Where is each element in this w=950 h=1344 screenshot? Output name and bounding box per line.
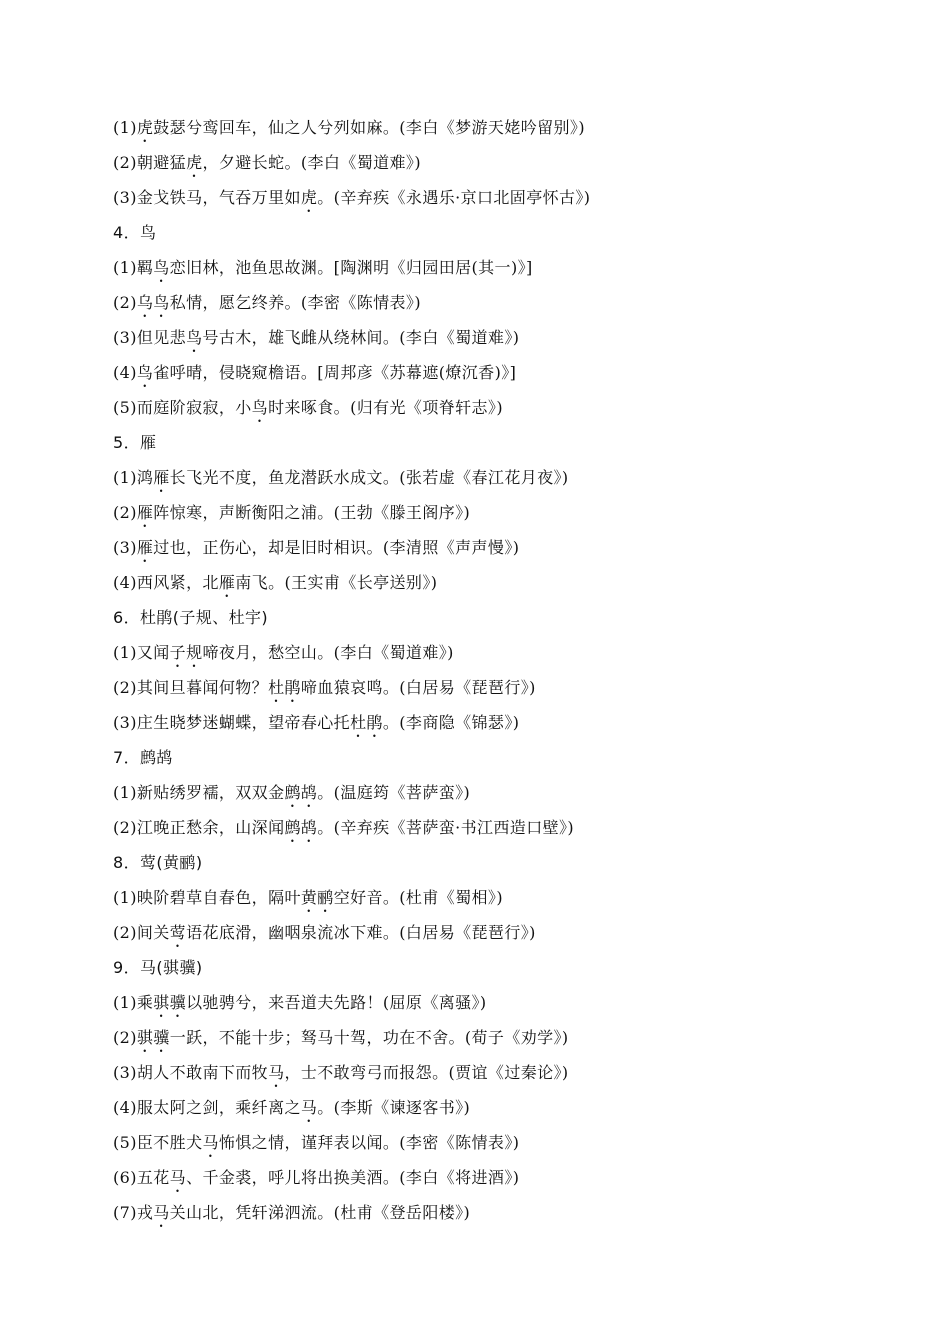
emphasized-text: 黄鹂 [300,888,334,907]
line-text: (2)朝避猛 [113,153,187,172]
line-text: 5．雁 [113,433,157,452]
line-text: ，夕避长蛇。(李白《蜀道难》) [202,153,421,172]
line-text: 怖惧之情，谨拜表以闻。(李密《陈情表》) [218,1133,520,1152]
line-text: 私情，愿乞终养。(李密《陈情表》) [169,293,421,312]
emphasized-text: 杜鹃 [268,678,301,697]
line-text: 。(李斯《谏逐客书》) [317,1098,471,1117]
line-text: (1)又闻 [113,643,170,662]
line-text: (3) [113,538,137,557]
line-text: 语花底滑，幽咽泉流冰下难。(白居易《琵琶行》) [186,923,536,942]
section-heading [113,425,853,460]
line-text: (7)戎 [113,1203,154,1222]
emphasized-text: 马 [169,1168,187,1187]
quote-line [113,1055,853,1090]
line-text: 8．莺(黄鹂) [113,853,203,872]
quote-line [113,565,853,600]
line-text: 。(辛弃疾《菩萨蛮·书江西造口壁》) [317,818,575,837]
quote-line [113,145,853,180]
emphasized-text: 鸟 [251,398,269,417]
line-text: (4) [113,363,137,382]
line-text: (3)胡人不敢南下而牧 [113,1063,269,1082]
line-text: 南飞。(王实甫《长亭送别》) [235,573,438,592]
line-text: (5)臣不胜犬 [113,1133,203,1152]
emphasized-text: 马 [268,1063,285,1082]
quote-line [113,1160,853,1195]
line-text: (1) [113,118,137,137]
emphasized-text: 骐骥 [153,993,187,1012]
quote-line [113,390,853,425]
line-text: (1)新贴绣罗襦，双双金 [113,783,285,802]
line-text: 时来啄食。(归有光《项脊轩志》) [268,398,503,417]
line-text: (1)羁 [113,258,154,277]
quote-line [113,985,853,1020]
emphasized-text: 鹧鸪 [284,783,318,802]
emphasized-text: 雁 [136,538,154,557]
emphasized-text: 鹧鸪 [284,818,318,837]
section-heading [113,740,853,775]
quote-line [113,1125,853,1160]
line-text: 过也，正伤心，却是旧时相识。(李清照《声声慢》) [153,538,520,557]
quote-line [113,810,853,845]
quote-line [113,460,853,495]
emphasized-text: 虎 [300,188,318,207]
line-text: (6)五花 [113,1168,170,1187]
quote-line [113,1090,853,1125]
line-text: (1)乘 [113,993,154,1012]
quote-line [113,530,853,565]
line-text: 。(辛弃疾《永遇乐·京口北固亭怀古》) [317,188,591,207]
line-text: 雀呼晴，侵晓窥檐语。[周邦彦《苏幕遮(燎沉香)》] [153,363,517,382]
quote-line [113,285,853,320]
section-heading [113,600,853,635]
emphasized-text: 子规 [169,643,203,662]
emphasized-text: 雁 [153,468,170,487]
line-text: 一跃，不能十步；驽马十驾，功在不舍。(荀子《劝学》) [169,1028,569,1047]
quote-line [113,320,853,355]
quote-line [113,915,853,950]
line-text: (3)金戈铁马，气吞万里如 [113,188,301,207]
document-page [113,110,853,1230]
quote-line [113,670,853,705]
quote-line [113,705,853,740]
line-text: 长飞光不度，鱼龙潜跃水成文。(张若虚《春江花月夜》) [169,468,569,487]
emphasized-text: 鸟 [186,328,203,347]
emphasized-text: 莺 [169,923,187,942]
line-text: (4)服太阿之剑，乘纤离之 [113,1098,301,1117]
section-heading [113,950,853,985]
quote-line [113,180,853,215]
line-text: (1)映阶碧草自春色，隔叶 [113,888,301,907]
emphasized-text: 虎 [136,118,154,137]
line-text: (2)其间旦暮闻何物？ [113,678,269,697]
line-text: (2)江晚正愁余，山深闻 [113,818,285,837]
quote-line [113,1195,853,1230]
quote-line [113,495,853,530]
line-text: (2) [113,1028,137,1047]
line-text: 关山北，凭轩涕泗流。(杜甫《登岳阳楼》) [169,1203,471,1222]
section-heading [113,845,853,880]
emphasized-text: 马 [202,1133,219,1152]
line-text: (3)庄生晓梦迷蝴蝶，望帝春心托 [113,713,351,732]
line-text: 7．鹧鸪 [113,748,173,767]
line-text: (2)间关 [113,923,170,942]
line-text: 啼血猿哀鸣。(白居易《琵琶行》) [300,678,536,697]
line-text: 。(李商隐《锦瑟》) [382,713,520,732]
quote-line [113,1020,853,1055]
emphasized-text: 马 [300,1098,318,1117]
line-text: 4．鸟 [113,223,157,242]
emphasized-text: 鸟 [136,363,154,382]
emphasized-text: 雁 [136,503,154,522]
line-text: 空好音。(杜甫《蜀相》) [333,888,503,907]
line-text: 9．马(骐骥) [113,958,203,977]
emphasized-text: 杜鹃 [350,713,383,732]
emphasized-text: 乌鸟 [136,293,170,312]
line-text: (3)但见悲 [113,328,187,347]
quote-line [113,110,853,145]
line-text: 、千金裘，呼儿将出换美酒。(李白《将进酒》) [186,1168,520,1187]
emphasized-text: 鸟 [153,258,170,277]
line-text: 6．杜鹃(子规、杜宇) [113,608,269,627]
line-text: (5)而庭阶寂寂，小 [113,398,252,417]
quote-line [113,880,853,915]
quote-line [113,635,853,670]
line-text: 恋旧林，池鱼思故渊。[陶渊明《归园田居(其一)》] [169,258,533,277]
quote-line [113,250,853,285]
line-text: (1)鸿 [113,468,154,487]
line-text: 阵惊寒，声断衡阳之浦。(王勃《滕王阁序》) [153,503,471,522]
emphasized-text: 马 [153,1203,170,1222]
line-text: (2) [113,293,137,312]
line-text: (2) [113,503,137,522]
line-text: 以驰骋兮，来吾道夫先路！(屈原《离骚》) [186,993,487,1012]
quote-line [113,775,853,810]
quote-line [113,355,853,390]
line-text: (4)西风紧，北 [113,573,219,592]
line-text: 。(温庭筠《菩萨蛮》) [317,783,471,802]
emphasized-text: 雁 [218,573,236,592]
line-text: ，士不敢弯弓而报怨。(贾谊《过秦论》) [284,1063,569,1082]
line-text: 鼓瑟兮鸾回车，仙之人兮列如麻。(李白《梦游天姥吟留别》) [153,118,585,137]
emphasized-text: 虎 [186,153,203,172]
line-text: 啼夜月，愁空山。(李白《蜀道难》) [202,643,454,662]
emphasized-text: 骐骥 [136,1028,170,1047]
line-text: 号古木，雄飞雌从绕林间。(李白《蜀道难》) [202,328,520,347]
section-heading [113,215,853,250]
